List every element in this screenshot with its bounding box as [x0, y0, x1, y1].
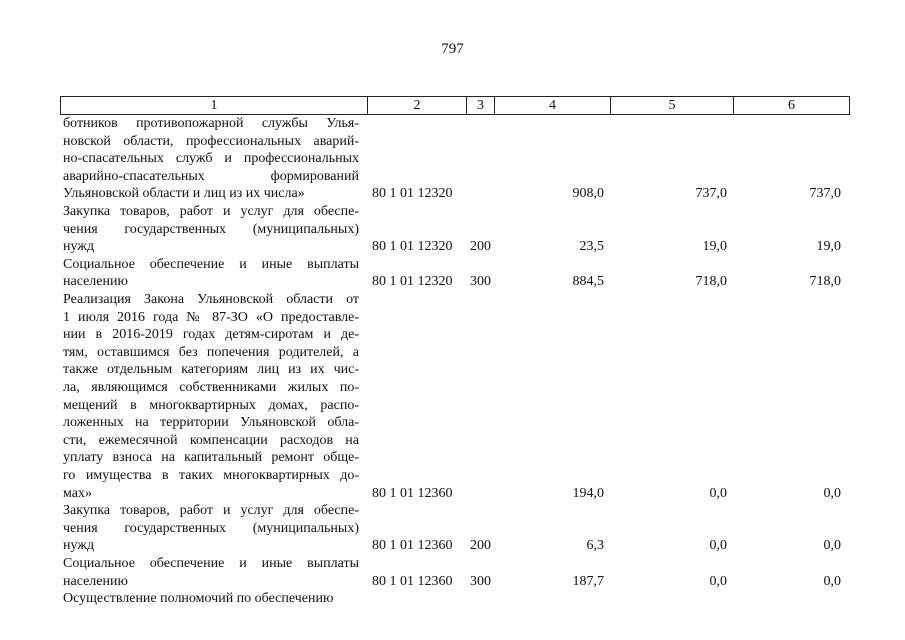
row-description: [63, 555, 359, 590]
description-line: ложенных на территории Ульяновской обла-: [63, 415, 359, 431]
description-line: нии в 2016-2019 годах детям-сиротам и де-: [63, 327, 359, 343]
row-value-col-5: 0,0: [709, 538, 727, 554]
description-line: нужд: [63, 538, 95, 554]
description-line: чения государственных (муниципальных): [63, 221, 359, 237]
row-expense-type: 200: [470, 538, 491, 554]
row-description: [63, 291, 359, 502]
description-line: Осуществление полномочий по обеспечению: [63, 591, 334, 607]
row-value-col-4: [494, 590, 604, 608]
row-expense-type: 200: [470, 239, 491, 255]
description-line: Закупка товаров, работ и услуг для обеспе-: [63, 204, 359, 219]
row-expense-type: 300: [470, 573, 491, 589]
description-line: Реализация Закона Ульяновской области от: [63, 292, 359, 307]
description-line: новской области, профессиональных аварий-: [63, 133, 359, 149]
description-line: населению: [63, 573, 128, 589]
header-col-2: 2: [368, 97, 467, 114]
row-description: [63, 256, 359, 291]
row-value-col-4: 6,3: [586, 538, 604, 554]
header-col-4: 4: [495, 97, 611, 114]
row-value-col-4: 884,5: [572, 274, 604, 290]
description-line: го имущества в таких многоквартирных до-: [63, 467, 359, 483]
page-number: 797: [441, 41, 464, 57]
header-col-5: 5: [611, 97, 734, 114]
description-line: сти, ежемесячной компенсации расходов на: [63, 432, 359, 448]
row-code: 80 1 01 12320: [372, 186, 453, 202]
row-value-col-5: 737,0: [695, 186, 727, 202]
row-value-col-6: [733, 590, 841, 608]
header-col-1: 1: [61, 97, 368, 114]
row-value-col-6: 0,0: [823, 485, 841, 501]
header-col-6: 6: [788, 98, 795, 113]
row-value-col-4: 908,0: [572, 186, 604, 202]
description-line: чения государственных (муниципальных): [63, 520, 359, 536]
row-description: [63, 590, 359, 608]
description-line: Ульяновской области и лиц из их числа»: [63, 186, 305, 202]
row-code: 80 1 01 12320: [372, 274, 453, 290]
row-code: 80 1 01 12320: [372, 239, 453, 255]
row-code: 80 1 01 12360: [372, 573, 453, 589]
description-line: аварийно-спасательных формирований: [63, 168, 359, 184]
description-line: Социальное обеспечение и иные выплаты: [63, 556, 359, 571]
row-value-col-5: 718,0: [695, 274, 727, 290]
description-line: ла, являющимся собственниками жилых по-: [63, 379, 359, 395]
row-value-col-5: 0,0: [709, 573, 727, 589]
description-line: также отдельным категориям лиц из их чис-: [63, 362, 359, 378]
header-col-3: 3: [467, 97, 495, 114]
row-code: 80 1 01 12360: [372, 485, 453, 501]
description-line: мещений в многоквартирных домах, распо-: [63, 397, 359, 413]
row-value-col-6: 718,0: [809, 274, 841, 290]
row-value-col-4: 194,0: [572, 485, 604, 501]
description-line: мах»: [63, 485, 92, 501]
row-value-col-6: 0,0: [823, 573, 841, 589]
row-value-col-6: 737,0: [809, 186, 841, 202]
row-value-col-4: 23,5: [579, 239, 604, 255]
row-description: [63, 115, 359, 203]
row-expense-type: 300: [470, 274, 491, 290]
row-value-col-5: 19,0: [702, 239, 727, 255]
description-line: 1 июля 2016 года № 87-ЗО «О предоставле-: [63, 309, 359, 325]
description-line: ботников противопожарной службы Улья-: [63, 116, 359, 131]
description-line: Социальное обеспечение и иные выплаты: [63, 256, 359, 272]
row-description: [63, 203, 359, 256]
description-line: но-спасательных служб и профессиональных: [63, 151, 359, 167]
row-value-col-6: 19,0: [816, 239, 841, 255]
row-value-col-5: [610, 590, 727, 608]
row-value-col-5: 0,0: [709, 485, 727, 501]
description-line: тям, оставшимся без попечения родителей, а: [63, 344, 359, 360]
description-line: Закупка товаров, работ и услуг для обеспе-: [63, 503, 359, 519]
description-line: нужд: [63, 239, 95, 255]
row-description: [63, 502, 359, 555]
row-code: 80 1 01 12360: [372, 538, 453, 554]
description-line: уплату взноса на капитальный ремонт обще-: [63, 450, 359, 466]
description-line: населению: [63, 274, 128, 290]
row-value-col-6: 0,0: [823, 538, 841, 554]
row-value-col-4: 187,7: [572, 573, 604, 589]
